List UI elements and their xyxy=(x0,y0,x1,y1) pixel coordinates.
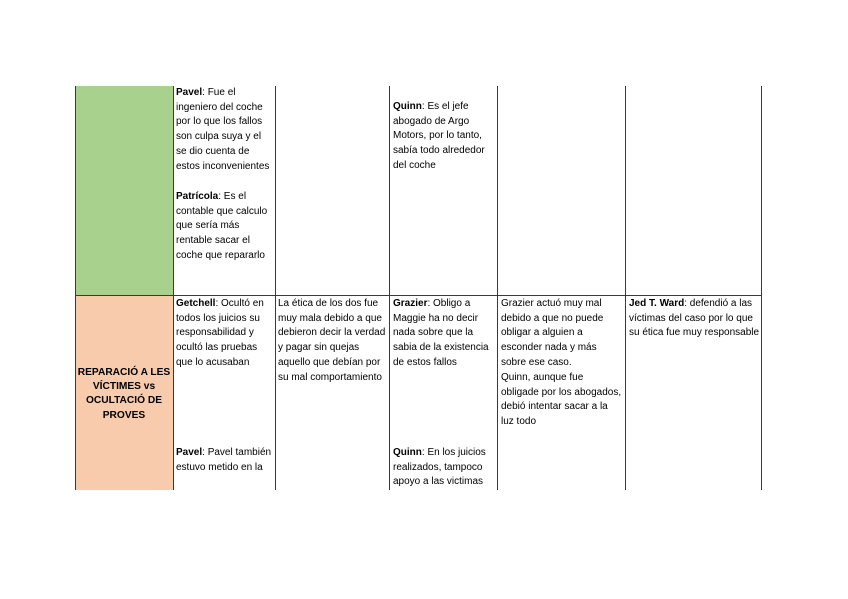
cell-entry-getchell: Getchell: Ocultó en todos los juicios su responsabilidad y ocultó las pruebas que lo acusaban xyxy=(176,298,264,368)
cell-text-ethics: La ética de los dos fue muy mala debido a que debieron decir la verdad y pagar sin quejas aquello que debían por su mal comportamiento xyxy=(278,298,386,383)
table-cell xyxy=(173,86,275,296)
cell-entry-grazier: Grazier: Obligo a Maggie ha no decir nada sobre que la sabia de la existencia de estos fallos xyxy=(393,298,489,368)
table-row xyxy=(75,296,762,490)
table-border-horizontal xyxy=(75,295,762,296)
table-cell xyxy=(389,86,497,296)
table-cell xyxy=(275,296,389,490)
table-border-vertical xyxy=(173,86,174,490)
cell-entry-patricola: Patrícola: Es el contable que calculo que sería más rentable sacar el coche que repararlo xyxy=(176,191,268,261)
cell-entry-jed-ward: Jed T. Ward: defendió a las víctimas del caso por lo que su ética fue muy responsable xyxy=(629,298,760,339)
table-cell-empty xyxy=(497,86,625,296)
table-cell-empty xyxy=(625,86,762,296)
cell-text-quinn-assessment: Quinn, aunque fue obligade por los abogados, debió intentar sacar a la luz todo xyxy=(501,372,622,428)
table-border-vertical xyxy=(275,86,276,490)
table-border-vertical xyxy=(625,86,626,490)
section-label-cell xyxy=(75,296,173,490)
section-color-cell-green xyxy=(75,86,173,296)
table-cell xyxy=(173,296,275,490)
table-cell xyxy=(497,296,625,490)
table-border-vertical xyxy=(389,86,390,490)
cell-entry-pavel: Pavel: Pavel también estuvo metido en la xyxy=(176,447,272,473)
table-cell xyxy=(389,296,497,490)
table-border-vertical xyxy=(761,86,762,490)
cell-entry-quinn: Quinn: En los juicios realizados, tampoco apoyo a las victimas xyxy=(393,447,486,488)
section-label: REPARACIÓ A LES VÍCTIMES vs OCULTACIÓ DE PROVES xyxy=(77,367,171,421)
table-cell xyxy=(625,296,762,490)
table-border-vertical xyxy=(497,86,498,490)
table-row xyxy=(75,86,762,296)
cell-text-grazier-assessment: Grazier actuó muy mal debido a que no puede obligar a alguien a esconder nada y más sobre ese caso. xyxy=(501,298,604,368)
table-border-vertical xyxy=(75,86,76,490)
cell-entry-pavel: Pavel: Fue el ingeniero del coche por lo que los fallos son culpa suya y el se dio cuenta de estos inconvenientes xyxy=(176,87,270,172)
table-cell-empty xyxy=(275,86,389,296)
cell-entry-quinn: Quinn: Es el jefe abogado de Argo Motors, por lo tanto, sabía todo alrededor del coche xyxy=(393,101,485,171)
